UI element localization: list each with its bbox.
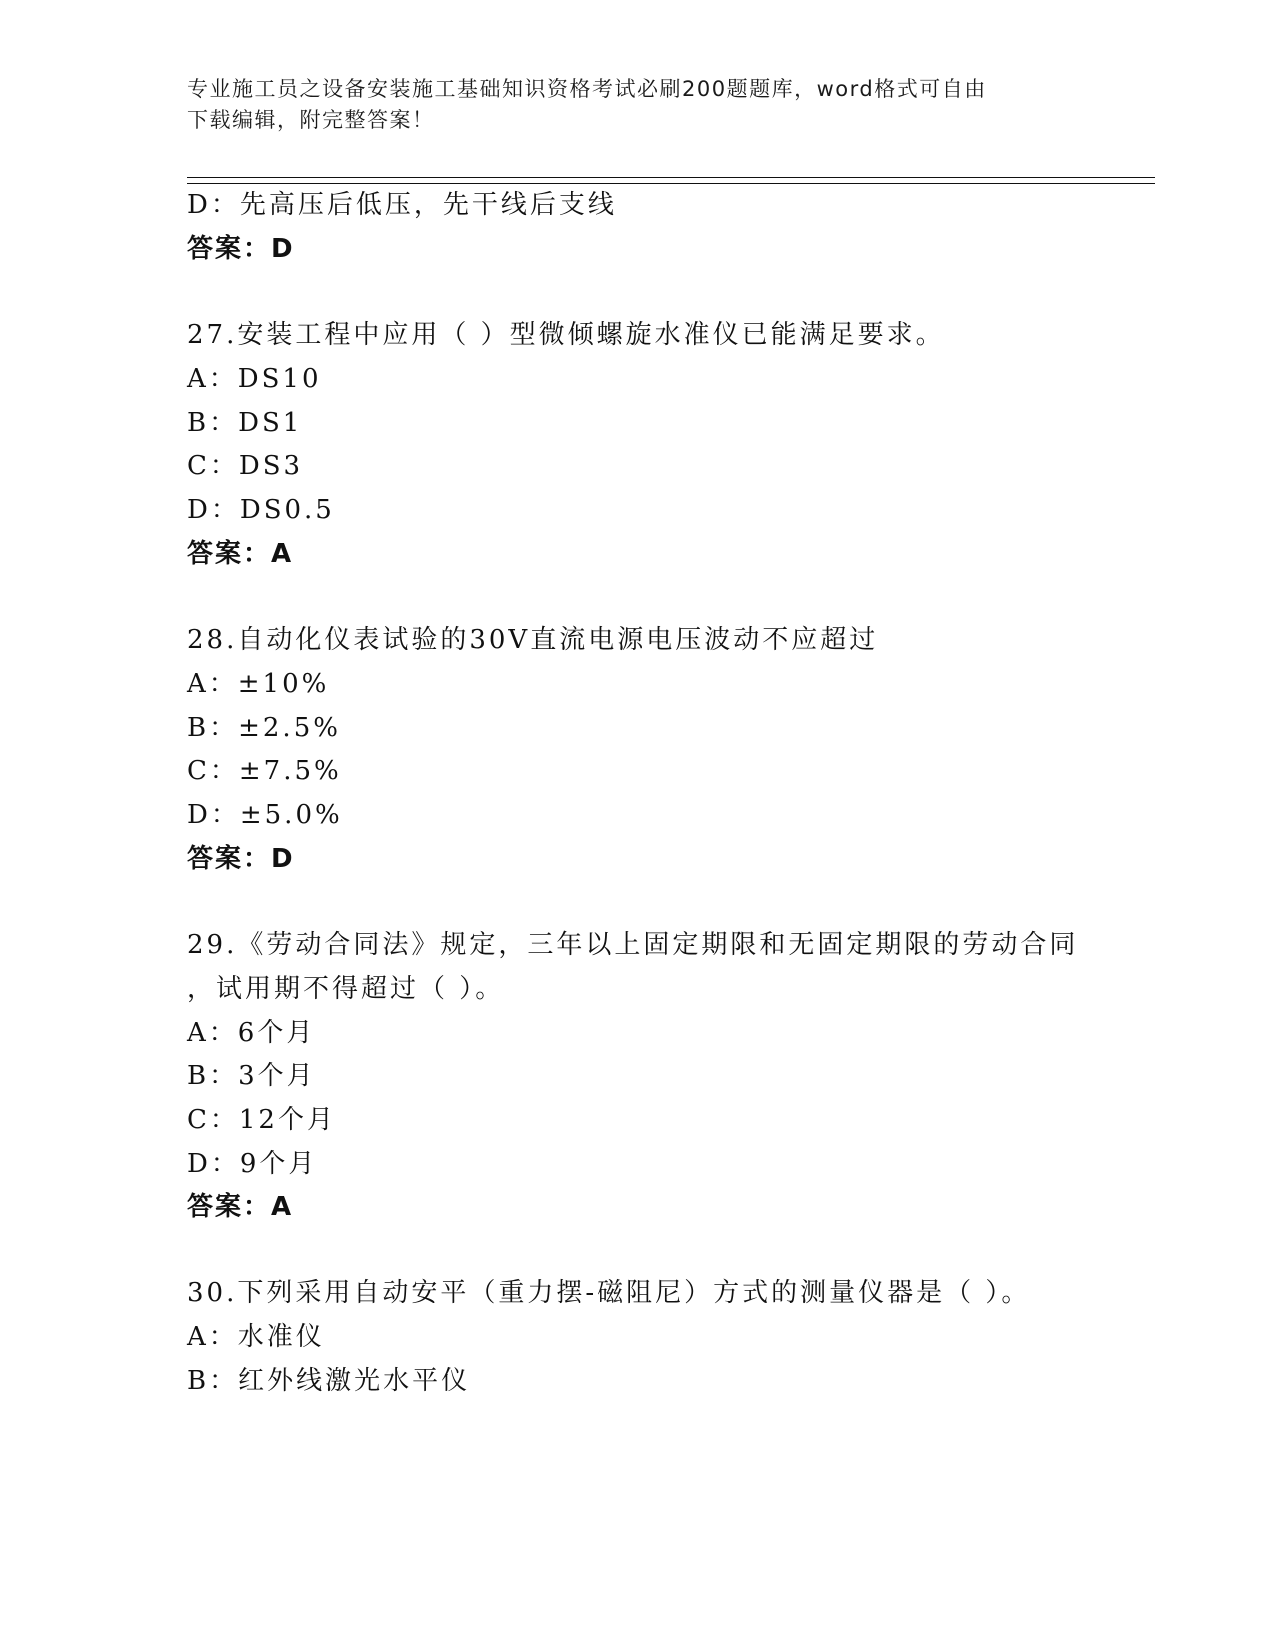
header-line-2: 下载编辑，附完整答案！ xyxy=(187,108,435,132)
question-30-option-b: B：红外线激光水平仪 xyxy=(187,1366,471,1396)
question-27-option-d: D：DS0.5 xyxy=(187,495,335,525)
question-28-option-d: D：±5.0% xyxy=(187,800,343,830)
question-27-answer: 答案：A xyxy=(187,539,294,569)
question-27-option-b: B：DS1 xyxy=(187,408,303,438)
question-29-option-b: B：3个月 xyxy=(187,1061,316,1091)
question-29-option-a: A：6个月 xyxy=(187,1018,316,1048)
header-divider-bottom xyxy=(187,183,1155,184)
question-29-stem-line-1: 29.《劳动合同法》规定，三年以上固定期限和无固定期限的劳动合同 xyxy=(187,930,1079,960)
question-30-stem: 30.下列采用自动安平（重力摆-磁阻尼）方式的测量仪器是（ ）。 xyxy=(187,1278,1031,1308)
prev-option-d: D：先高压后低压，先干线后支线 xyxy=(187,190,617,220)
question-28-answer: 答案：D xyxy=(187,844,295,874)
question-27-option-c: C：DS3 xyxy=(187,451,304,481)
question-30-option-a: A：水准仪 xyxy=(187,1322,325,1352)
question-28-stem: 28.自动化仪表试验的30V直流电源电压波动不应超过 xyxy=(187,625,879,655)
question-29-option-d: D：9个月 xyxy=(187,1149,318,1179)
header-divider-top xyxy=(187,177,1155,178)
question-28-option-b: B：±2.5% xyxy=(187,713,341,743)
prev-answer: 答案：D xyxy=(187,234,295,264)
question-28-option-a: A：±10% xyxy=(187,669,330,699)
question-27-option-a: A：DS10 xyxy=(187,364,322,394)
question-29-stem-line-2: ，试用期不得超过（ ）。 xyxy=(187,974,505,1004)
question-27-stem: 27.安装工程中应用（ ）型微倾螺旋水准仪已能满足要求。 xyxy=(187,320,945,350)
document-header xyxy=(187,74,1067,136)
header-line-1: 专业施工员之设备安装施工基础知识资格考试必刷200题题库，word格式可自由 xyxy=(187,77,987,101)
question-29-option-c: C：12个月 xyxy=(187,1105,336,1135)
question-28-option-c: C：±7.5% xyxy=(187,756,342,786)
question-29-answer: 答案：A xyxy=(187,1192,294,1222)
